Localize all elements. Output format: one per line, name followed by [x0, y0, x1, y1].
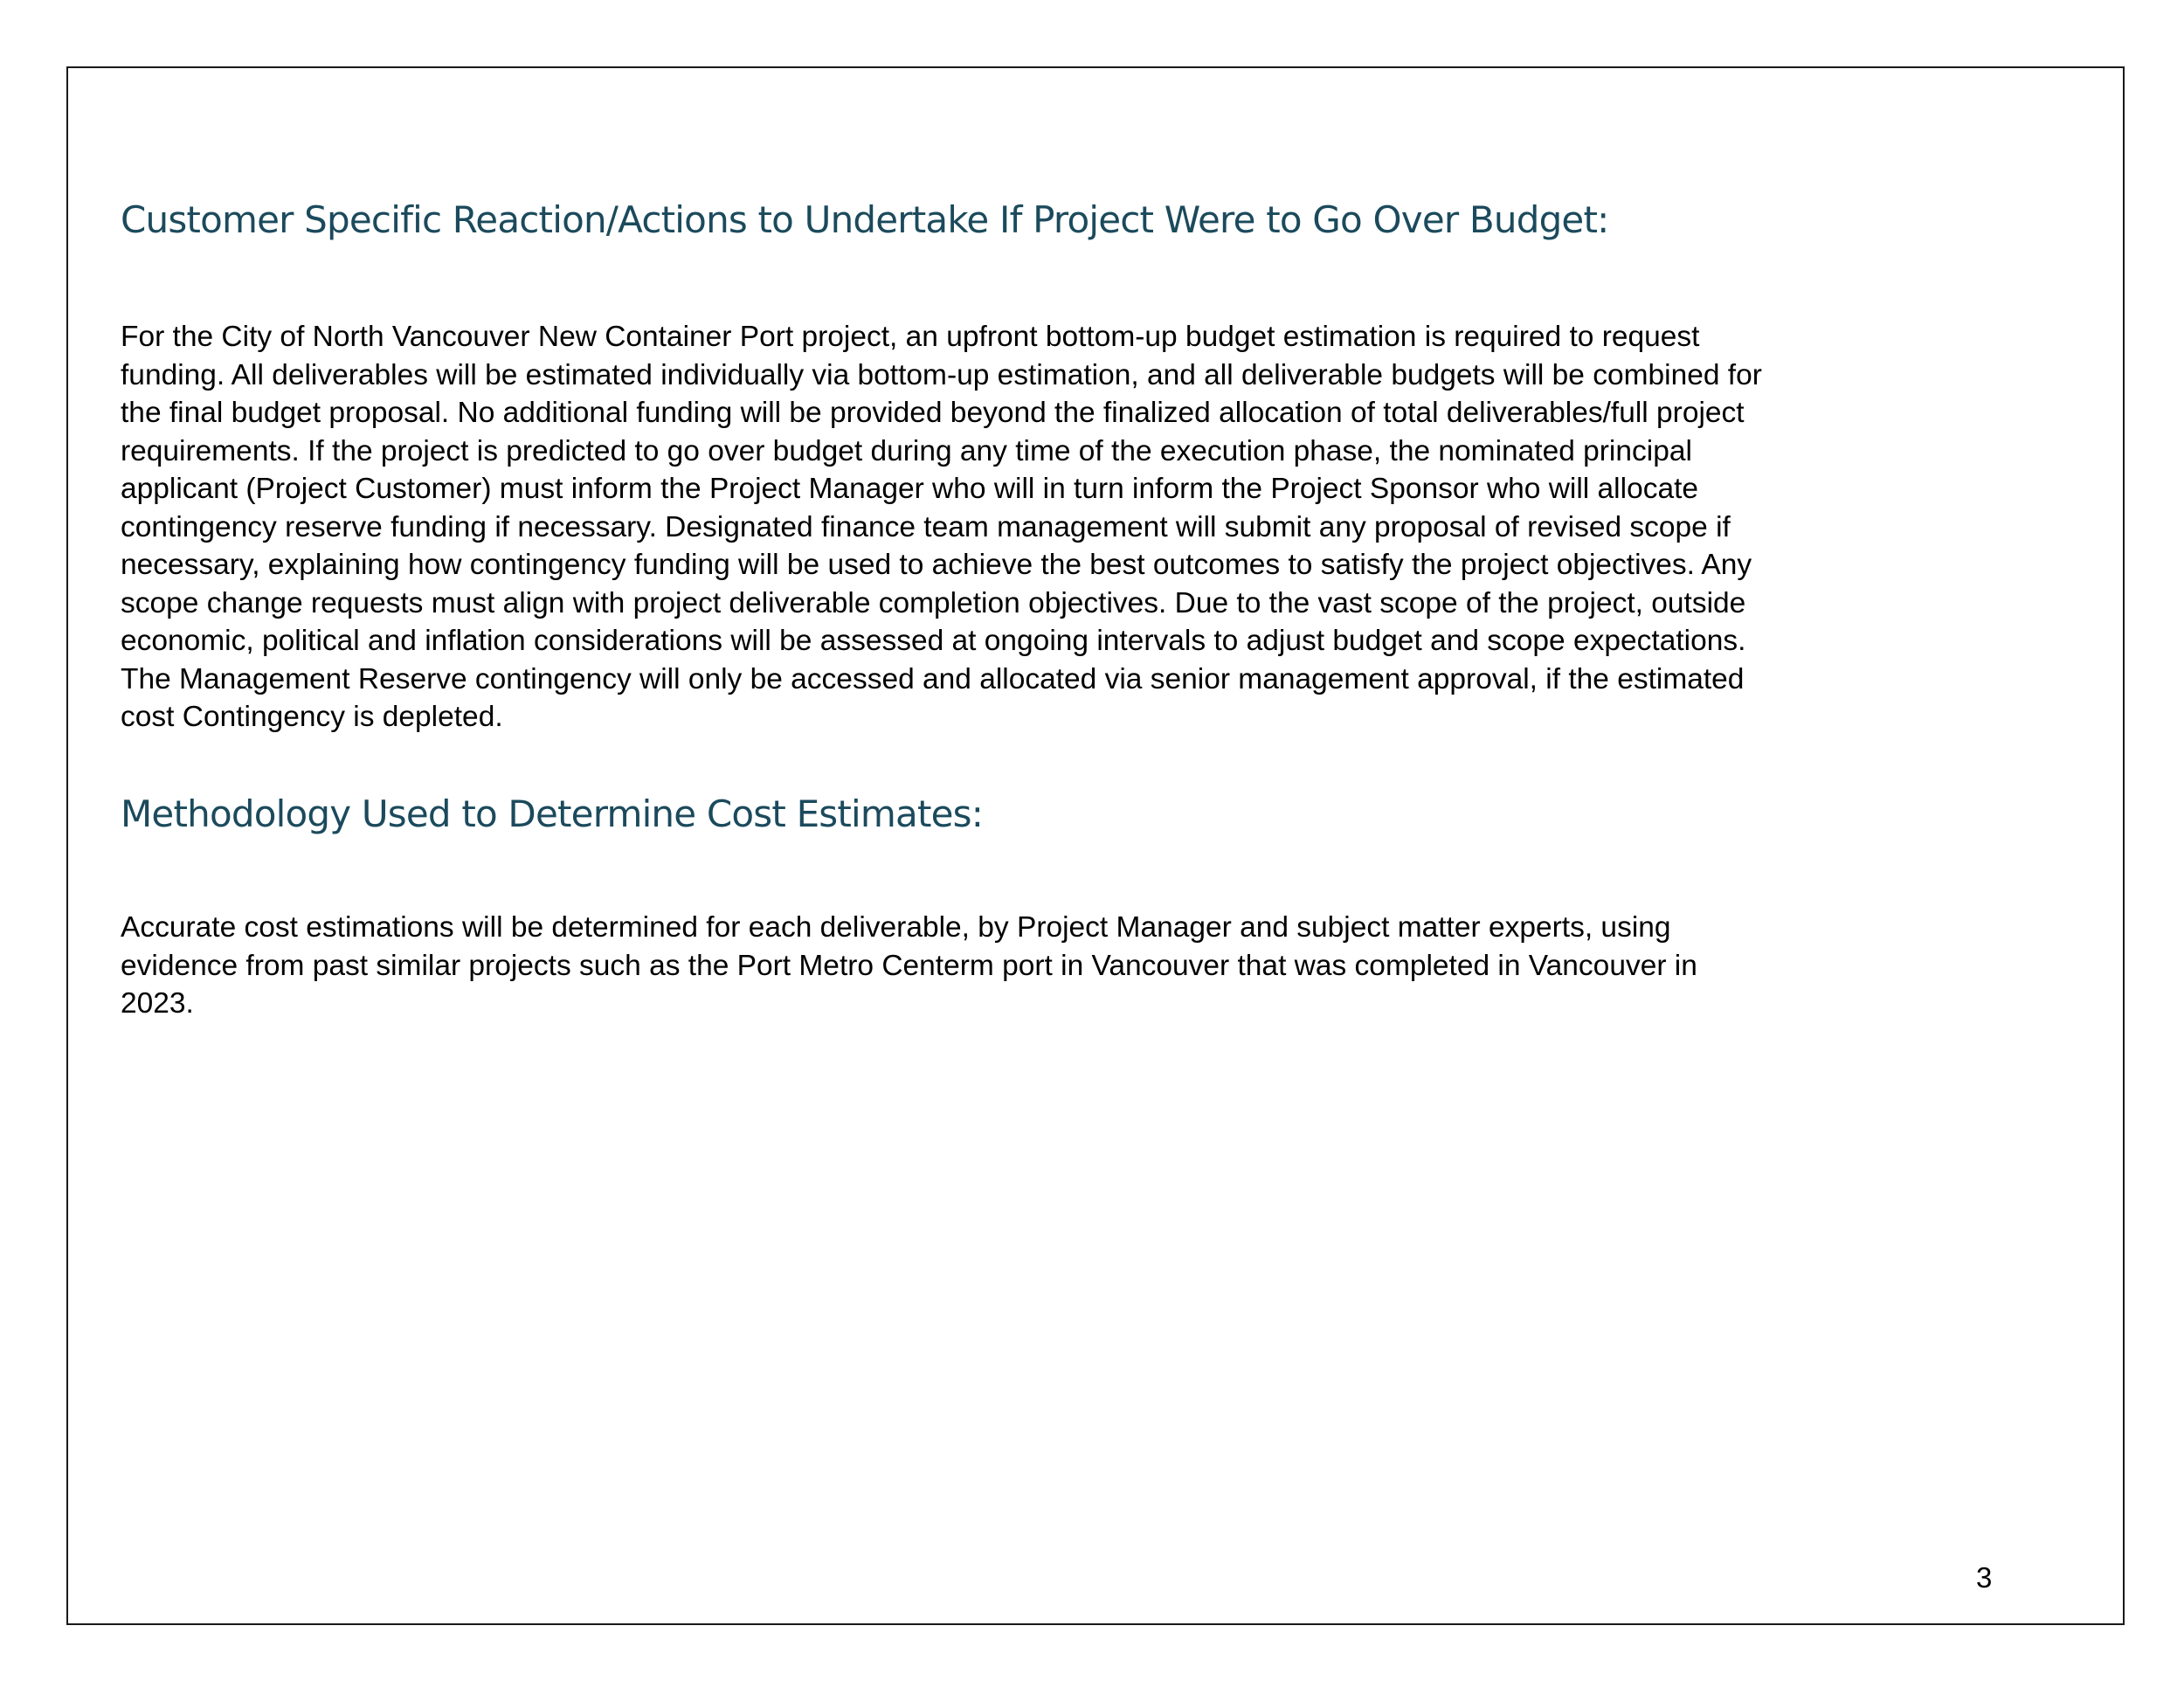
paragraph-line: cost Contingency is depleted.	[121, 701, 503, 733]
paragraph-line: 2023.	[121, 987, 194, 1020]
document-page	[66, 66, 2125, 1625]
paragraph-line: scope change requests must align with project deliverable completion objectives. Due to the vast scope of the project, outside	[121, 586, 1746, 619]
paragraph-line: The Management Reserve contingency will only be accessed and allocated via senior management approval, if the estimated	[121, 662, 1745, 695]
paragraph-line: applicant (Project Customer) must inform the Project Manager who will in turn inform the Project Sponsor who will allocate	[121, 473, 1699, 505]
paragraph-line: requirements. If the project is predicted to go over budget during any time of the execution phase, the nominated principal	[121, 434, 1692, 467]
section-heading-cost-methodology: Methodology Used to Determine Cost Estimates:	[121, 792, 984, 835]
paragraph-line: Accurate cost estimations will be determined for each deliverable, by Project Manager and subject matter experts, using	[121, 911, 1671, 944]
paragraph-line: contingency reserve funding if necessary. Designated finance team management will submit any proposal of revised scope if	[121, 510, 1731, 543]
paragraph-line: funding. All deliverables will be estimated individually via bottom-up estimation, and all deliverable budgets will be combined for	[121, 358, 1762, 391]
paragraph-cost-methodology	[121, 909, 2077, 1023]
paragraph-line: the final budget proposal. No additional funding will be provided beyond the finalized allocation of total deliverables/full project	[121, 397, 1745, 429]
paragraph-line: economic, political and inflation considerations will be assessed at ongoing intervals to adjust budget and scope expectations.	[121, 625, 1746, 657]
paragraph-line: For the City of North Vancouver New Container Port project, an upfront bottom-up budget estimation is required to request	[121, 321, 1700, 353]
paragraph-line: necessary, explaining how contingency funding will be used to achieve the best outcomes to satisfy the project objectives. Any	[121, 549, 1752, 581]
page-number: 3	[1976, 1561, 1993, 1594]
paragraph-budget-overrun	[121, 318, 2077, 737]
section-heading-budget-overrun: Customer Specific Reaction/Actions to Undertake If Project Were to Go Over Budget:	[121, 198, 1609, 241]
paragraph-line: evidence from past similar projects such as the Port Metro Centerm port in Vancouver that was completed in Vancouver in	[121, 949, 1697, 982]
